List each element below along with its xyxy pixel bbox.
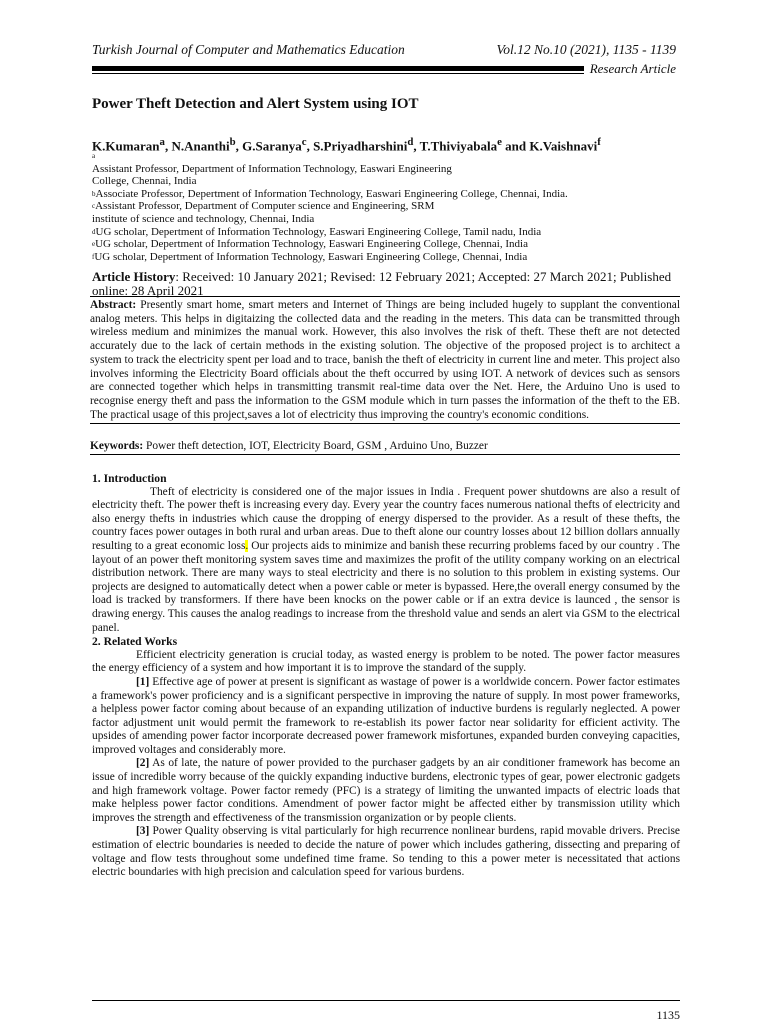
author-mark: c xyxy=(301,136,307,148)
affiliation-f: $^f$UG scholar, Depertment of Information Technology, Easwari Engineering College, Chennai, India xyxy=(92,250,528,263)
author-name: S.Priyadharshini xyxy=(313,138,408,154)
author-mark: b xyxy=(229,136,236,148)
affiliation-e: $^e$UG scholar, Depertment of Information Technology, Easwari Engineering College, Chennai, India xyxy=(92,238,528,251)
header-rule-thin xyxy=(92,73,584,74)
affiliation-a-line1: Assistant Professor, Department of Information Technology, Easwari Engineering xyxy=(92,162,452,175)
journal-volume: Vol.12 No.10 (2021), 1135 - 1139 xyxy=(496,42,676,57)
article-type: Research Article xyxy=(589,61,676,76)
author-name: K.Kumaran xyxy=(92,138,160,154)
page-number: 1135 xyxy=(656,1008,680,1022)
author-name: G.Saranya xyxy=(242,138,302,154)
author-name: K.Vaishnavi xyxy=(529,138,598,154)
related-paragraph-2: [2] As of late, the nature of power provided to the purchaser gadgets by an air conditioner framework has become an issue of incredible worry because of the quickly expanding inductive burdens, electronic types of gear, power electronic gadgets and high framework voltage. Power factor remedy (PFC) is a strategy of limiting the unwanted impacts of electric loads that make helpless power factor conditions. Amendment of power factor might be affected either by transmission utility which improves the strength and effectiveness of the transmission organization or by people clients. xyxy=(92,757,680,824)
affiliations xyxy=(92,150,680,263)
abstract xyxy=(90,296,680,424)
abstract-label: Abstract: xyxy=(90,299,137,311)
reference-marker: [1] xyxy=(136,675,150,688)
affiliation-c: $^c$Assistant Professor, Department of Computer science and Engineering, SRM xyxy=(92,200,435,213)
footer-rule xyxy=(92,1000,680,1001)
keywords-label: Keywords: xyxy=(90,440,144,452)
related-paragraph-0: Efficient electricity generation is crucial today, as wasted energy is problem to be noted. The power factor measures the energy efficiency of a system and how important it is to improve the standard of the supply. xyxy=(92,648,680,675)
history-text: : Received: 10 January 2021; Revised: 12 February 2021; Accepted: 27 March 2021; Published online: 28 April 2021 xyxy=(92,269,672,298)
related-paragraph-3: [3] Power Quality observing is vital particularly for high recurrence nonlinear burdens, rapid movable drivers. Precise estimation of electric boundaries is needed to decide the nature of power which includes gathering, dissecting and preparing of voltage and flow tests throughout some undefined time frame. So tending to this a power meter is necessitated that actions electric boundaries with high precision and calculation speed for various burdens. xyxy=(92,825,680,879)
author-mark: a xyxy=(159,136,165,148)
paper-body xyxy=(92,472,680,880)
author-list: K.Kumaran$^a$, N.Ananthi$^b$, G.Saranya$^c$, S.Priyadharshini$^d$, T.Thiviyabala$^e$ and K.Vaishnavi$^f$ xyxy=(92,136,601,154)
history-label: Article History xyxy=(92,269,176,284)
affiliation-a: a xyxy=(92,152,96,160)
highlight-mark: . xyxy=(245,539,249,552)
reference-marker: [2] xyxy=(136,757,150,770)
section-heading-related-works: 2. Related Works xyxy=(92,635,178,649)
author-name: N.Ananthi xyxy=(171,138,230,154)
section-heading-introduction: 1. Introduction xyxy=(92,472,167,485)
keywords-text: Power theft detection, IOT, Electricity Board, GSM , Arduino Uno, Buzzer xyxy=(143,440,488,452)
related-paragraph-1: [1] Effective age of power at present is significant as wastage of power is a worldwide concern. Power factor estimates a framework's power proficiency and is a significant perspective in improving the nature of supply. In most power frameworks, a helpless power factor coming about because of an expanding utilization of inductive burdens is regularly neglected. A power factor adjustment unit would permit the framework to re-establish its power factor near solidarity for efficient activity. The upsides of amending power factor incorporate decreased power framework misfortunes, expanded burden conveying capacities, improved voltages and considerably more. xyxy=(92,675,680,756)
keywords xyxy=(90,439,680,455)
paper-title: Power Theft Detection and Alert System using IOT xyxy=(92,96,419,112)
affiliation-d: $^d$UG scholar, Depertment of Information Technology, Easwari Engineering College, Tamil nadu, India xyxy=(92,225,542,238)
affiliation-a-line2: College, Chennai, India xyxy=(92,175,197,188)
affiliation-c-line2: institute of science and technology, Chennai, India xyxy=(92,212,315,225)
reference-marker: [3] xyxy=(136,825,150,838)
header-rule xyxy=(92,66,584,71)
author-name: T.Thiviyabala xyxy=(419,138,498,154)
affiliation-b: $^b$Associate Professor, Depertment of Information Technology, Easwari Engineering College, Chennai, India. xyxy=(92,187,568,200)
journal-name: Turkish Journal of Computer and Mathematics Education xyxy=(92,42,405,57)
abstract-text: Presently smart home, smart meters and Internet of Things are being included hugely to supplant the conventional analog meters. This helps in digitaizing the collected data and the reading in the meters. This data can be transmitted through wireless medium and minimizes the manual work. However, this also involves the risk of theft. These theft are not detected accurately due to the lack of certain methods in the existing solution. The objective of the proposed project is to architect a system to track the electricity spent per load and to trace, banish the theft of electricity in current line and meter. This project also involves informing the Electricity Board officials about the theft occurred by using IOT. A network of devices such as sensors are connected together which helps in transmitting transmit real-time data over the Net. Here, the Arduino Uno is used to recognise energy theft and pass the information to the GSM module which in turn passes the information of the theft to the EB. The practical usage of this project,saves a lot of electricity thus improving the country's economic conditions. xyxy=(90,299,680,421)
article-history xyxy=(92,270,680,298)
intro-paragraph: Theft of electricity is considered one of the major issues in India . Frequent power shutdowns are also a result of electricity theft. The power theft is increasing every day. Every year the country faces numerous national thefts of electricity and also energy thefts in industries which cause the dropping of energy dispersed to the provider. As a result of these thefts, the country faces power outages in both rural and urban areas. Due to theft alone our country losses about 12 billion dollars annually resulting to a great economic loss. Our projects aids to minimize and banish these recurring problems faced by our country . The layout of an power theft monitoring system saves time and maximizes the profit of the utility company working on an electrical distribution network. There are many ways to steal electricity and there is no solution to this problem in existing systems. Our projects are designed to automatically detect when a power cable or meter is bypassed. Here,the overall energy consumed by the load is tracked by transformers. If there have been knocks on the power cable or if an extra device is launced , the sensor is drawing energy. This causes the analog readings to increase from the threshold value and sends an alert via GSM to the electrical panel. xyxy=(92,485,680,634)
author-mark: e xyxy=(497,136,502,148)
author-mark: f xyxy=(597,136,601,148)
author-mark: d xyxy=(407,136,414,148)
